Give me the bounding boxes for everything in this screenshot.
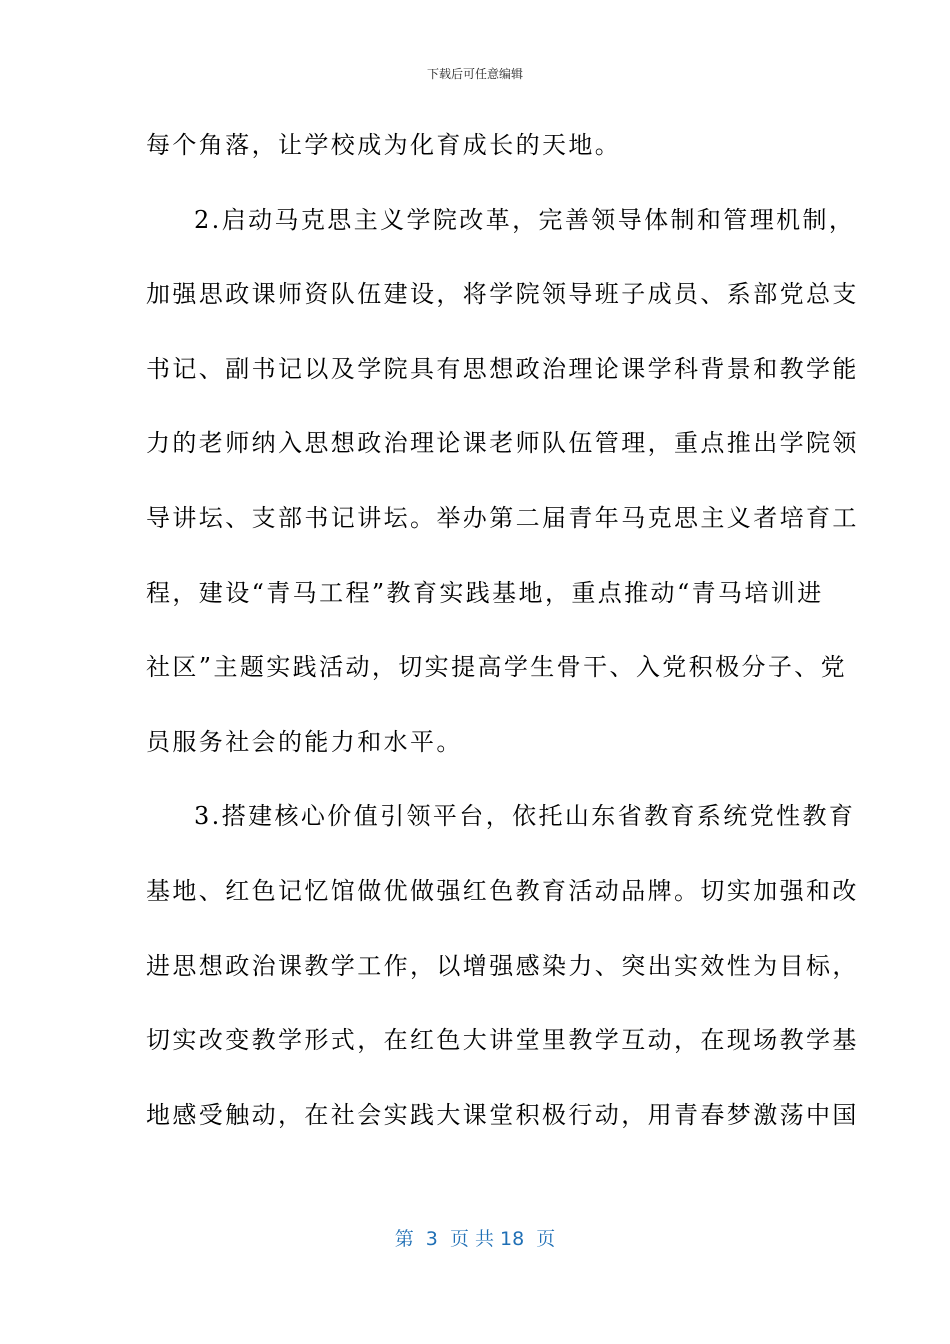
- text-line: 2.启动马克思主义学院改革，完善领导体制和管理机制，: [194, 205, 856, 234]
- text-line: 加强思政课师资队伍建设，将学院领导班子成员、系部党总支: [146, 280, 859, 309]
- text-line: 地感受触动，在社会实践大课堂积极行动，用青春梦激荡中国: [146, 1100, 859, 1129]
- text-line: 每个角落，让学校成为化育成长的天地。: [146, 131, 622, 159]
- text-line: 程，建设“青马工程”教育实践基地，重点推动“青马培训进: [146, 578, 824, 607]
- text-line: 书记、副书记以及学院具有思想政治理论课学科背景和教学能: [146, 354, 859, 383]
- text-line: 3.搭建核心价值引领平台，依托山东省教育系统党性教育: [194, 802, 856, 831]
- document-body: [146, 108, 859, 1152]
- text-line: 进思想政治课教学工作，以增强感染力、突出实效性为目标，: [146, 951, 859, 980]
- text-line: 社区”主题实践活动，切实提高学生骨干、入党积极分子、党: [146, 653, 848, 682]
- text-line: 基地、红色记忆馆做优做强红色教育活动品牌。切实加强和改: [146, 876, 859, 905]
- text-line: 力的老师纳入思想政治理论课老师队伍管理，重点推出学院领: [146, 429, 859, 458]
- text-line: 导讲坛、支部书记讲坛。举办第二届青年马克思主义者培育工: [146, 503, 859, 532]
- page-number-footer: 第 3 页 共 18 页: [394, 1228, 556, 1250]
- text-line: 员服务社会的能力和水平。: [146, 727, 463, 756]
- header-note: 下载后可任意编辑: [426, 67, 523, 81]
- text-line: 切实改变教学形式，在红色大讲堂里教学互动，在现场教学基: [146, 1026, 859, 1055]
